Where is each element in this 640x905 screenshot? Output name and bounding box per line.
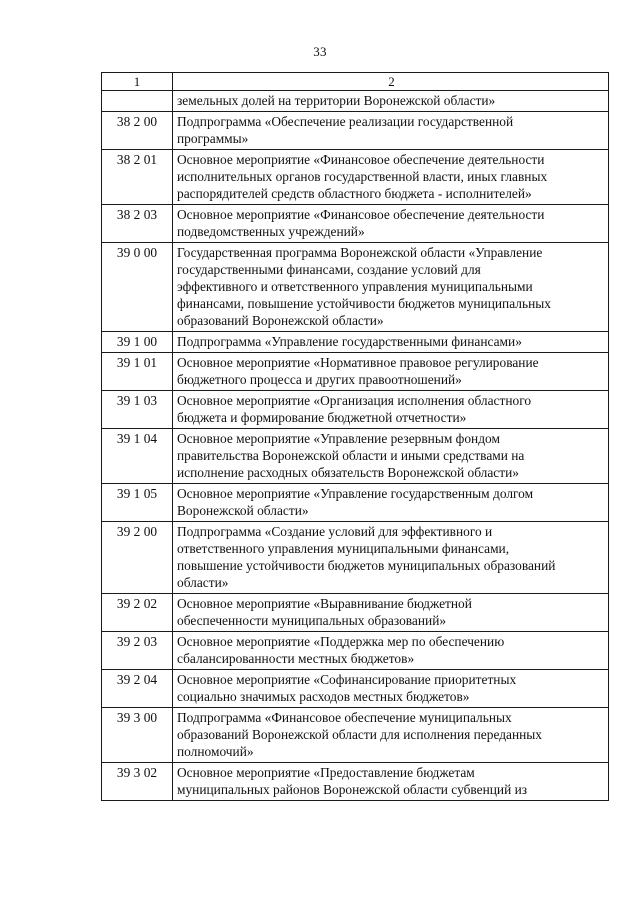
row-description: Основное мероприятие «Управление государственным долгом Воронежской области»	[173, 484, 609, 522]
table-row	[102, 332, 609, 353]
row-description: Государственная программа Воронежской области «Управление государственными финансами, создание условий для эффективного и ответственного управления муниципальными финансами, повышение устойчивости бюджетов муниципальных образований Воронежской области»	[173, 243, 609, 332]
row-code: 39 1 04	[102, 429, 173, 484]
row-code: 39 2 02	[102, 594, 173, 632]
row-description: Основное мероприятие «Управление резервным фондом правительства Воронежской области и иными средствами на исполнение расходных обязательств Воронежской области»	[173, 429, 609, 484]
row-description: Основное мероприятие «Нормативное правовое регулирование бюджетного процесса и других правоотношений»	[173, 353, 609, 391]
row-description: Подпрограмма «Финансовое обеспечение муниципальных образований Воронежской области для исполнения переданных полномочий»	[173, 708, 609, 763]
budget-classification-table	[101, 72, 609, 801]
table-row	[102, 205, 609, 243]
row-code: 39 3 00	[102, 708, 173, 763]
row-description: Подпрограмма «Управление государственными финансами»	[173, 332, 609, 353]
row-code: 39 1 03	[102, 391, 173, 429]
row-code: 39 1 00	[102, 332, 173, 353]
table-row	[102, 243, 609, 332]
row-description: Подпрограмма «Обеспечение реализации государственной программы»	[173, 112, 609, 150]
row-code: 38 2 03	[102, 205, 173, 243]
row-description: Основное мероприятие «Финансовое обеспечение деятельности подведомственных учреждений»	[173, 205, 609, 243]
row-code: 39 2 03	[102, 632, 173, 670]
row-description: Основное мероприятие «Выравнивание бюджетной обеспеченности муниципальных образований»	[173, 594, 609, 632]
page-number: 33	[313, 44, 327, 59]
row-code: 39 1 05	[102, 484, 173, 522]
table-row	[102, 112, 609, 150]
table-row	[102, 522, 609, 594]
table-row	[102, 594, 609, 632]
row-code: 38 2 01	[102, 150, 173, 205]
table-row	[102, 91, 609, 112]
row-code: 39 1 01	[102, 353, 173, 391]
table-row	[102, 150, 609, 205]
row-code: 39 0 00	[102, 243, 173, 332]
column-2-header: 2	[173, 73, 609, 91]
row-description: Основное мероприятие «Финансовое обеспечение деятельности исполнительных органов государственной власти, иных главных распорядителей средств областного бюджета - исполнителей»	[173, 150, 609, 205]
table-row	[102, 391, 609, 429]
row-description: Подпрограмма «Создание условий для эффективного и ответственного управления муниципальными финансами, повышение устойчивости бюджетов муниципальных образований области»	[173, 522, 609, 594]
table-row	[102, 429, 609, 484]
table-row	[102, 670, 609, 708]
row-description: земельных долей на территории Воронежской области»	[173, 91, 609, 112]
table-row	[102, 353, 609, 391]
row-description: Основное мероприятие «Предоставление бюджетам муниципальных районов Воронежской области субвенций из	[173, 763, 609, 801]
row-code: 39 3 02	[102, 763, 173, 801]
row-description: Основное мероприятие «Софинансирование приоритетных социально значимых расходов местных бюджетов»	[173, 670, 609, 708]
row-code: 39 2 00	[102, 522, 173, 594]
row-description: Основное мероприятие «Организация исполнения областного бюджета и формирование бюджетной отчетности»	[173, 391, 609, 429]
table-row	[102, 708, 609, 763]
table-row	[102, 484, 609, 522]
row-code	[102, 91, 173, 112]
row-code: 38 2 00	[102, 112, 173, 150]
column-1-header: 1	[102, 73, 173, 91]
table-header-row	[102, 73, 609, 91]
row-description: Основное мероприятие «Поддержка мер по обеспечению сбалансированности местных бюджетов»	[173, 632, 609, 670]
row-code: 39 2 04	[102, 670, 173, 708]
table-row	[102, 632, 609, 670]
table-row	[102, 763, 609, 801]
